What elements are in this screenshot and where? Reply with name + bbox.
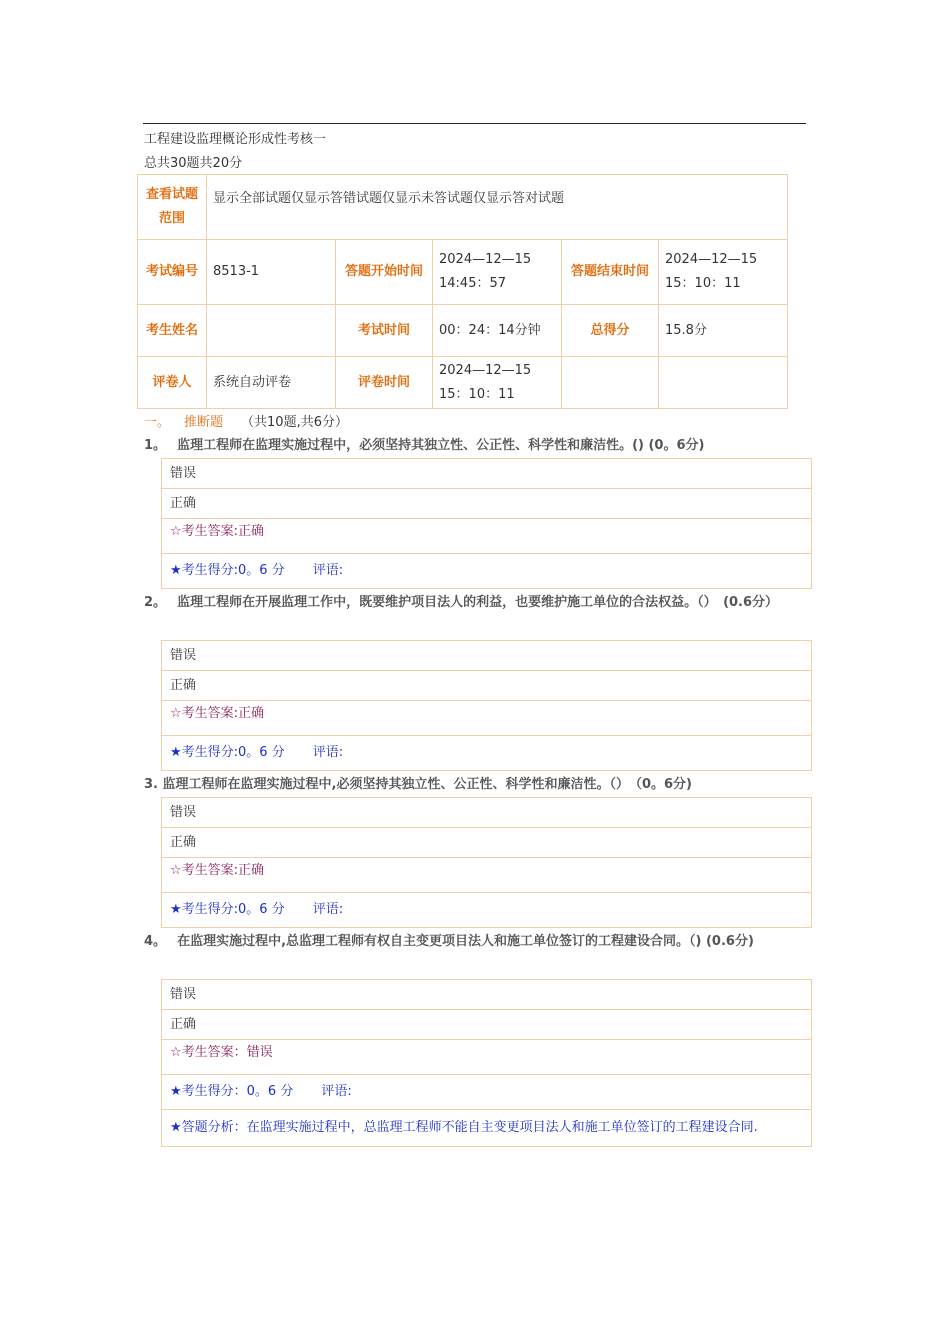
empty-cell xyxy=(659,357,788,409)
end-clock: 15：10：11 xyxy=(665,276,741,291)
grade-time-label: 评卷时间 xyxy=(336,357,433,409)
examinee-score xyxy=(162,893,811,927)
option-correct[interactable]: 正确 xyxy=(162,1010,811,1040)
examinee-answer: ☆考生答案:正确 xyxy=(162,519,811,554)
question-options xyxy=(161,797,812,928)
score-text: ★考生得分:0。6 分 xyxy=(170,745,285,760)
examinee-answer: ☆考生答案：错误 xyxy=(162,1040,811,1075)
name-value xyxy=(207,305,336,357)
option-correct[interactable]: 正确 xyxy=(162,671,811,701)
page-subtitle: 总共30题共20分 xyxy=(144,156,243,171)
section-kind: 推断题 xyxy=(184,415,224,430)
start-time-value xyxy=(433,240,562,305)
comment-label: 评语: xyxy=(312,745,344,760)
comment-label: 评语: xyxy=(321,1084,352,1099)
grade-time-value xyxy=(433,357,562,409)
range-label: 查看试题范围 xyxy=(138,175,207,240)
examinee-score xyxy=(162,554,811,588)
option-wrong[interactable]: 错误 xyxy=(162,641,811,671)
score-text: ★考生得分:0。6 分 xyxy=(170,902,285,917)
score-text: ★考生得分:0。6 分 xyxy=(170,563,285,578)
question-title: 1。 监理工程师在监理实施过程中，必须坚持其独立性、公正性、科学性和廉洁性。() (0。6分) xyxy=(144,438,705,453)
grade-date: 2024—12—15 xyxy=(439,362,532,378)
question-options xyxy=(161,979,812,1147)
option-wrong[interactable]: 错误 xyxy=(162,980,811,1010)
option-wrong[interactable]: 错误 xyxy=(162,459,811,489)
total-score-label: 总得分 xyxy=(562,305,659,357)
question-options xyxy=(161,640,812,771)
question-title: 3. 监理工程师在监理实施过程中,必须坚持其独立性、公正性、科学性和廉洁性。（） （0。6分) xyxy=(144,777,692,792)
option-correct[interactable]: 正确 xyxy=(162,828,811,858)
exam-info-table xyxy=(137,174,788,409)
exam-no-value: 8513-1 xyxy=(207,240,336,305)
duration-value: 00：24：14分钟 xyxy=(433,305,562,357)
option-correct[interactable]: 正确 xyxy=(162,489,811,519)
question-options xyxy=(161,458,812,589)
top-divider xyxy=(143,123,806,124)
comment-label: 评语: xyxy=(312,902,344,917)
exam-row xyxy=(138,240,788,305)
end-time-value xyxy=(659,240,788,305)
grader-row xyxy=(138,357,788,409)
question-title: 2。 监理工程师在开展监理工作中，既要维护项目法人的利益，也要维护施工单位的合法权益。（） (0.6分） xyxy=(144,595,779,610)
name-label: 考生姓名 xyxy=(138,305,207,357)
section-count: （共10题,共6分） xyxy=(241,415,348,430)
grader-value: 系统自动评卷 xyxy=(207,357,336,409)
start-date: 2024—12—15 xyxy=(439,252,532,267)
question-title: 4。 在监理实施过程中,总监理工程师有权自主变更项目法人和施工单位签订的工程建设合同。（) (0.6分) xyxy=(144,934,754,949)
end-date: 2024—12—15 xyxy=(665,252,758,267)
grade-clock: 15：10：11 xyxy=(439,386,515,402)
grader-label: 评卷人 xyxy=(138,357,207,409)
section-heading xyxy=(144,411,348,430)
start-clock: 14:45：57 xyxy=(439,276,507,291)
section-number: 一。 xyxy=(144,415,171,430)
examinee-score xyxy=(162,736,811,770)
end-time-label: 答题结束时间 xyxy=(562,240,659,305)
duration-label: 考试时间 xyxy=(336,305,433,357)
examinee-score xyxy=(162,1075,811,1110)
empty-cell xyxy=(562,357,659,409)
score-text: ★考生得分：0。6 分 xyxy=(170,1084,294,1099)
examinee-answer: ☆考生答案:正确 xyxy=(162,701,811,736)
examinee-answer: ☆考生答案:正确 xyxy=(162,858,811,893)
total-score-value: 15.8分 xyxy=(659,305,788,357)
start-time-label: 答题开始时间 xyxy=(336,240,433,305)
exam-no-label: 考试编号 xyxy=(138,240,207,305)
answer-analysis: ★答题分析：在监理实施过程中，总监理工程师不能自主变更项目法人和施工单位签订的工程建设合同. xyxy=(170,1120,758,1135)
range-row xyxy=(138,175,788,240)
range-options[interactable]: 显示全部试题仅显示答错试题仅显示未答试题仅显示答对试题 xyxy=(207,175,788,240)
page-title: 工程建设监理概论形成性考核一 xyxy=(144,132,327,147)
option-wrong[interactable]: 错误 xyxy=(162,798,811,828)
name-row xyxy=(138,305,788,357)
comment-label: 评语: xyxy=(312,563,344,578)
